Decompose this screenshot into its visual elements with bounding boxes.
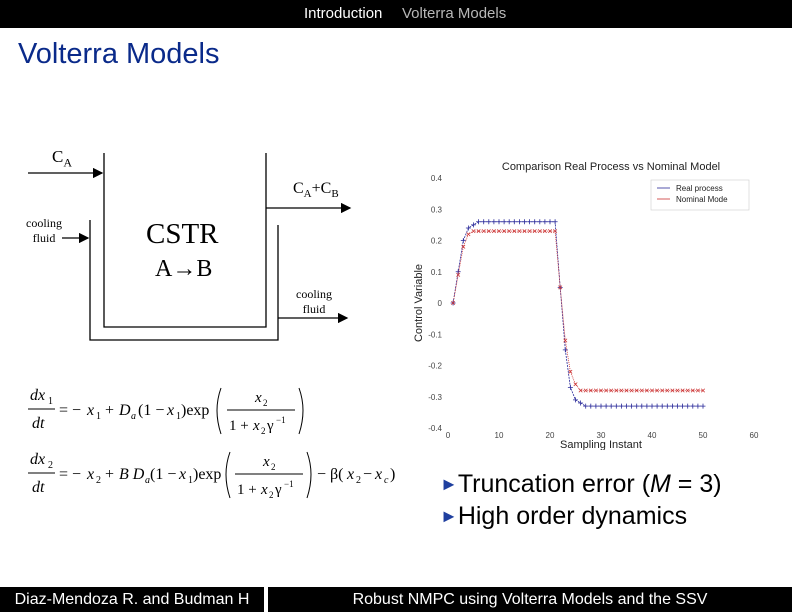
data-point — [695, 404, 700, 409]
x-tick-label: 40 — [647, 431, 657, 440]
data-point — [639, 404, 644, 409]
data-point — [640, 389, 644, 393]
svg-text:2: 2 — [263, 398, 268, 408]
svg-text:2: 2 — [269, 490, 274, 500]
bullet-item: ►Truncation error (M = 3) — [440, 470, 722, 498]
reactor-name: CSTR — [146, 218, 219, 250]
legend-label: Nominal Mode — [676, 195, 728, 204]
x-tick-label: 20 — [545, 431, 555, 440]
data-point — [574, 383, 578, 387]
data-point — [507, 229, 511, 233]
data-point — [665, 404, 670, 409]
y-tick-label: -0.2 — [428, 361, 442, 371]
svg-text:1: 1 — [188, 475, 193, 486]
footer-talk-title: Robust NMPC using Volterra Models and the SSV — [268, 587, 792, 612]
data-point — [553, 219, 558, 224]
data-point — [675, 404, 680, 409]
svg-text:−: − — [363, 466, 373, 483]
svg-text:1: 1 — [96, 411, 101, 422]
data-point — [563, 347, 568, 352]
data-point — [676, 389, 680, 393]
data-point — [634, 404, 639, 409]
data-point — [604, 404, 609, 409]
svg-text:B D: B D — [119, 466, 145, 483]
data-point — [512, 219, 517, 224]
data-point — [584, 389, 588, 393]
data-point — [685, 404, 690, 409]
equation-2 — [28, 451, 395, 500]
data-point — [593, 404, 598, 409]
svg-text:)exp: )exp — [193, 466, 222, 483]
data-point — [472, 229, 476, 233]
equation-1 — [28, 387, 303, 436]
y-tick-label: 0.4 — [430, 174, 442, 183]
svg-text:x: x — [253, 418, 260, 434]
data-point — [467, 233, 471, 237]
data-point — [629, 404, 634, 409]
data-point — [476, 219, 481, 224]
data-point — [553, 229, 557, 233]
svg-text:1 +: 1 + — [237, 482, 257, 498]
svg-text:x: x — [255, 390, 262, 406]
svg-text:a: a — [131, 411, 136, 422]
data-point — [548, 219, 553, 224]
data-point — [486, 219, 491, 224]
data-point — [696, 389, 700, 393]
data-point — [680, 404, 685, 409]
data-point — [670, 404, 675, 409]
nav-item-introduction[interactable]: Introduction — [304, 5, 383, 22]
svg-text:2: 2 — [48, 460, 53, 471]
data-point — [644, 404, 649, 409]
svg-text:1: 1 — [176, 411, 181, 422]
svg-text:x: x — [167, 402, 175, 419]
data-point — [594, 389, 598, 393]
comparison-chart — [408, 150, 778, 450]
data-point — [650, 404, 655, 409]
slide-title: Volterra Models — [18, 38, 220, 70]
svg-text:1 +: 1 + — [229, 418, 249, 434]
data-point — [578, 401, 583, 406]
data-point — [609, 404, 614, 409]
data-point — [517, 219, 522, 224]
legend-label: Real process — [676, 184, 723, 193]
svg-text:)exp: )exp — [181, 402, 210, 419]
svg-text:γ: γ — [267, 418, 274, 434]
data-point — [502, 219, 507, 224]
data-point — [660, 404, 665, 409]
data-point — [573, 397, 578, 402]
svg-text:1: 1 — [48, 396, 53, 407]
data-point — [655, 404, 660, 409]
svg-text:x: x — [87, 402, 95, 419]
cooling-out-label: cooling fluid — [296, 287, 332, 316]
bullet-list — [440, 468, 722, 532]
svg-text:D: D — [119, 402, 131, 419]
data-point — [491, 219, 496, 224]
data-point — [507, 219, 512, 224]
data-point — [588, 404, 593, 409]
svg-text:−1: −1 — [276, 415, 286, 425]
footer-authors: Diaz-Mendoza R. and Budman H — [0, 587, 264, 612]
x-tick-label: 30 — [596, 431, 606, 440]
data-point — [461, 238, 466, 243]
svg-text:(1 −: (1 − — [150, 466, 177, 483]
data-point — [481, 219, 486, 224]
svg-text:c: c — [384, 475, 389, 486]
y-tick-label: 0.1 — [430, 267, 442, 277]
data-point — [528, 229, 532, 233]
data-point — [650, 389, 654, 393]
data-point — [522, 219, 527, 224]
svg-text:− β(: − β( — [317, 466, 344, 483]
svg-text:x: x — [261, 482, 268, 498]
data-point — [701, 404, 706, 409]
reaction-label: A→B — [155, 256, 213, 282]
chart-title: Comparison Real Process vs Nominal Model — [501, 161, 721, 173]
y-tick-label: 0 — [437, 299, 442, 308]
svg-text:dx: dx — [30, 451, 46, 468]
svg-text:= −: = − — [59, 466, 82, 483]
svg-text:−1: −1 — [284, 479, 294, 489]
svg-text:dt: dt — [32, 415, 45, 432]
data-point — [537, 219, 542, 224]
feed-label: $C_A$ — [52, 147, 73, 170]
x-tick-label: 50 — [698, 431, 708, 440]
y-tick-label: 0.2 — [430, 236, 442, 246]
data-point — [614, 404, 619, 409]
data-point — [599, 404, 604, 409]
nav-item-volterra-models[interactable]: Volterra Models — [402, 5, 507, 22]
bullet-arrow-icon: ► — [440, 506, 458, 526]
svg-text:+: + — [105, 402, 115, 419]
data-point — [690, 404, 695, 409]
y-tick-label: 0.3 — [430, 205, 442, 215]
x-axis-label: Sampling Instant — [560, 439, 642, 450]
svg-text:2: 2 — [356, 475, 361, 486]
x-tick-label: 60 — [749, 431, 759, 440]
y-tick-label: -0.4 — [428, 424, 442, 433]
svg-text:x: x — [347, 466, 355, 483]
data-point — [497, 219, 502, 224]
svg-text:2: 2 — [271, 462, 276, 472]
svg-text:(1 −: (1 − — [138, 402, 165, 419]
cooling-in-label: cooling fluid — [26, 216, 62, 245]
outlet-label: $C_A+C_B$ — [293, 180, 339, 201]
data-point — [466, 226, 471, 231]
svg-text:γ: γ — [275, 482, 282, 498]
svg-text:= −: = − — [59, 402, 82, 419]
x-tick-label: 10 — [494, 431, 504, 440]
bullet-item: ►High order dynamics — [440, 502, 688, 530]
y-axis-label: Control Variable — [413, 263, 425, 343]
data-point — [527, 219, 532, 224]
svg-text:a: a — [145, 475, 150, 486]
svg-text:dt: dt — [32, 479, 45, 496]
data-point — [471, 222, 476, 227]
svg-text:2: 2 — [96, 475, 101, 486]
data-point — [532, 219, 537, 224]
data-point — [518, 229, 522, 233]
data-point — [568, 385, 573, 390]
data-point — [630, 389, 634, 393]
data-point — [686, 389, 690, 393]
series-line-1 — [453, 222, 703, 406]
svg-text:dx: dx — [30, 387, 46, 404]
data-point — [583, 404, 588, 409]
series-line-2 — [453, 231, 703, 390]
y-tick-label: -0.3 — [428, 392, 442, 402]
data-point — [462, 245, 466, 249]
svg-text:x: x — [179, 466, 187, 483]
data-point — [542, 219, 547, 224]
model-equations — [25, 380, 415, 500]
data-point — [624, 404, 629, 409]
bullet-arrow-icon: ► — [440, 474, 458, 494]
svg-text:2: 2 — [261, 426, 266, 436]
svg-text:x: x — [375, 466, 383, 483]
svg-text:): ) — [390, 466, 396, 483]
svg-text:+: + — [105, 466, 115, 483]
data-point — [619, 404, 624, 409]
x-tick-label: 0 — [445, 431, 451, 440]
svg-text:x: x — [87, 466, 95, 483]
svg-text:x: x — [263, 454, 270, 470]
y-tick-label: -0.1 — [428, 330, 442, 340]
